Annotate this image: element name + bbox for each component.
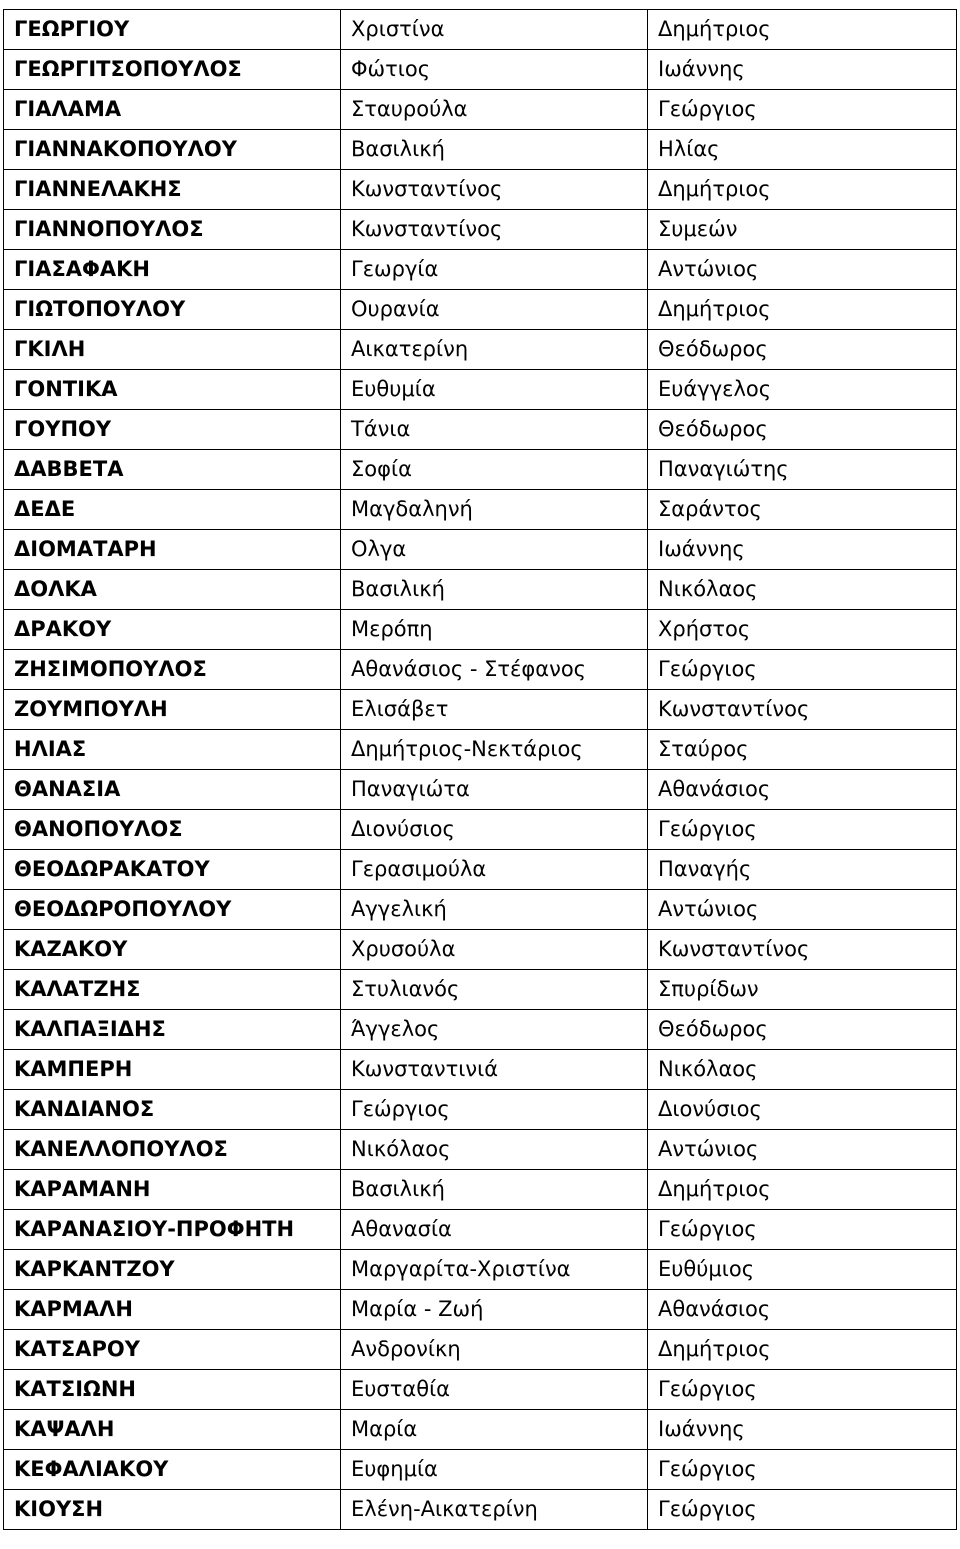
father-name-cell: Γεώργιος	[648, 1370, 957, 1410]
father-name-cell: Αντώνιος	[648, 1130, 957, 1170]
table-row	[4, 330, 957, 370]
father-name-cell: Γεώργιος	[648, 1450, 957, 1490]
table-row	[4, 930, 957, 970]
father-name-cell: Γεώργιος	[648, 1490, 957, 1530]
table-row	[4, 1090, 957, 1130]
first-name-cell: Βασιλική	[341, 570, 648, 610]
first-name-cell: Άγγελος	[341, 1010, 648, 1050]
table-row	[4, 1330, 957, 1370]
father-name-cell: Κωνσταντίνος	[648, 690, 957, 730]
surname-cell: ΚΑΝΕΛΛΟΠΟΥΛΟΣ	[4, 1130, 341, 1170]
table-row	[4, 170, 957, 210]
surname-cell: ΓΙΑΝΝΕΛΑΚΗΣ	[4, 170, 341, 210]
table-row	[4, 770, 957, 810]
first-name-cell: Αγγελική	[341, 890, 648, 930]
surname-cell: ΚΕΦΑΛΙΑΚΟΥ	[4, 1450, 341, 1490]
father-name-cell: Νικόλαος	[648, 570, 957, 610]
surname-cell: ΓΚΙΛΗ	[4, 330, 341, 370]
table-row	[4, 210, 957, 250]
father-name-cell: Θεόδωρος	[648, 410, 957, 450]
father-name-cell: Αθανάσιος	[648, 770, 957, 810]
table-row	[4, 970, 957, 1010]
table-row	[4, 90, 957, 130]
surname-cell: ΚΑΤΣΑΡΟΥ	[4, 1330, 341, 1370]
table-row	[4, 650, 957, 690]
surname-cell: ΖΗΣΙΜΟΠΟΥΛΟΣ	[4, 650, 341, 690]
surname-cell: ΓΙΑΣΑΦΑΚΗ	[4, 250, 341, 290]
first-name-cell: Μαργαρίτα-Χριστίνα	[341, 1250, 648, 1290]
first-name-cell: Σταυρούλα	[341, 90, 648, 130]
father-name-cell: Νικόλαος	[648, 1050, 957, 1090]
father-name-cell: Γεώργιος	[648, 650, 957, 690]
father-name-cell: Ιωάννης	[648, 50, 957, 90]
table-row	[4, 570, 957, 610]
first-name-cell: Σοφία	[341, 450, 648, 490]
table-row	[4, 890, 957, 930]
table-row	[4, 1450, 957, 1490]
table-row	[4, 1410, 957, 1450]
father-name-cell: Δημήτριος	[648, 1330, 957, 1370]
father-name-cell: Θεόδωρος	[648, 1010, 957, 1050]
surname-cell: ΘΕΟΔΩΡΟΠΟΥΛΟΥ	[4, 890, 341, 930]
first-name-cell: Μερόπη	[341, 610, 648, 650]
first-name-cell: Μαρία	[341, 1410, 648, 1450]
father-name-cell: Δημήτριος	[648, 1170, 957, 1210]
first-name-cell: Χριστίνα	[341, 10, 648, 50]
surname-cell: ΓΙΑΝΝΑΚΟΠΟΥΛΟΥ	[4, 130, 341, 170]
first-name-cell: Αθανάσιος - Στέφανος	[341, 650, 648, 690]
surname-cell: ΚΑΤΣΙΩΝΗ	[4, 1370, 341, 1410]
first-name-cell: Βασιλική	[341, 1170, 648, 1210]
table-row	[4, 1250, 957, 1290]
surname-cell: ΓΟΥΠΟΥ	[4, 410, 341, 450]
first-name-cell: Στυλιανός	[341, 970, 648, 1010]
father-name-cell: Ηλίας	[648, 130, 957, 170]
first-name-cell: Κωνσταντινιά	[341, 1050, 648, 1090]
table-row	[4, 1050, 957, 1090]
table-row	[4, 1290, 957, 1330]
table-row	[4, 50, 957, 90]
table-row	[4, 730, 957, 770]
surname-cell: ΔΑΒΒΕΤΑ	[4, 450, 341, 490]
table-row	[4, 1010, 957, 1050]
surname-cell: ΚΑΖΑΚΟΥ	[4, 930, 341, 970]
surname-cell: ΗΛΙΑΣ	[4, 730, 341, 770]
father-name-cell: Γεώργιος	[648, 90, 957, 130]
first-name-cell: Ευφημία	[341, 1450, 648, 1490]
surname-cell: ΚΑΛΑΤΖΗΣ	[4, 970, 341, 1010]
table-row	[4, 450, 957, 490]
father-name-cell: Σπυρίδων	[648, 970, 957, 1010]
first-name-cell: Ελισάβετ	[341, 690, 648, 730]
father-name-cell: Σταύρος	[648, 730, 957, 770]
father-name-cell: Αντώνιος	[648, 250, 957, 290]
father-name-cell: Χρήστος	[648, 610, 957, 650]
father-name-cell: Ιωάννης	[648, 530, 957, 570]
table-row	[4, 1370, 957, 1410]
father-name-cell: Αθανάσιος	[648, 1290, 957, 1330]
father-name-cell: Παναγής	[648, 850, 957, 890]
surname-cell: ΘΕΟΔΩΡΑΚΑΤΟΥ	[4, 850, 341, 890]
surname-cell: ΓΕΩΡΓΙΟΥ	[4, 10, 341, 50]
first-name-cell: Βασιλική	[341, 130, 648, 170]
first-name-cell: Τάνια	[341, 410, 648, 450]
father-name-cell: Γεώργιος	[648, 810, 957, 850]
surname-cell: ΔΕΔΕ	[4, 490, 341, 530]
names-table	[3, 9, 957, 1530]
father-name-cell: Κωνσταντίνος	[648, 930, 957, 970]
first-name-cell: Γερασιμούλα	[341, 850, 648, 890]
surname-cell: ΓΟΝΤΙΚΑ	[4, 370, 341, 410]
table-row	[4, 10, 957, 50]
father-name-cell: Παναγιώτης	[648, 450, 957, 490]
father-name-cell: Δημήτριος	[648, 10, 957, 50]
father-name-cell: Δημήτριος	[648, 170, 957, 210]
surname-cell: ΚΙΟΥΣΗ	[4, 1490, 341, 1530]
first-name-cell: Ελένη-Αικατερίνη	[341, 1490, 648, 1530]
father-name-cell: Ευάγγελος	[648, 370, 957, 410]
surname-cell: ΚΑΨΑΛΗ	[4, 1410, 341, 1450]
surname-cell: ΔΙΟΜΑΤΑΡΗ	[4, 530, 341, 570]
table-row	[4, 1490, 957, 1530]
table-row	[4, 250, 957, 290]
surname-cell: ΓΙΩΤΟΠΟΥΛΟΥ	[4, 290, 341, 330]
first-name-cell: Γεωργία	[341, 250, 648, 290]
father-name-cell: Ευθύμιος	[648, 1250, 957, 1290]
first-name-cell: Ανδρονίκη	[341, 1330, 648, 1370]
first-name-cell: Παναγιώτα	[341, 770, 648, 810]
surname-cell: ΓΙΑΛΑΜΑ	[4, 90, 341, 130]
first-name-cell: Μαγδαληνή	[341, 490, 648, 530]
surname-cell: ΘΑΝΑΣΙΑ	[4, 770, 341, 810]
first-name-cell: Χρυσούλα	[341, 930, 648, 970]
surname-cell: ΚΑΡΑΜΑΝΗ	[4, 1170, 341, 1210]
table-row	[4, 1170, 957, 1210]
table-row	[4, 410, 957, 450]
surname-cell: ΖΟΥΜΠΟΥΛΗ	[4, 690, 341, 730]
table-row	[4, 130, 957, 170]
first-name-cell: Ουρανία	[341, 290, 648, 330]
first-name-cell: Μαρία - Ζωή	[341, 1290, 648, 1330]
surname-cell: ΚΑΡΜΑΛΗ	[4, 1290, 341, 1330]
surname-cell: ΔΟΛΚΑ	[4, 570, 341, 610]
table-row	[4, 1130, 957, 1170]
surname-cell: ΔΡΑΚΟΥ	[4, 610, 341, 650]
surname-cell: ΚΑΝΔΙΑΝΟΣ	[4, 1090, 341, 1130]
father-name-cell: Δημήτριος	[648, 290, 957, 330]
table-row	[4, 1210, 957, 1250]
first-name-cell: Κωνσταντίνος	[341, 170, 648, 210]
surname-cell: ΚΑΡΚΑΝΤΖΟΥ	[4, 1250, 341, 1290]
table-row	[4, 490, 957, 530]
table-row	[4, 690, 957, 730]
father-name-cell: Σαράντος	[648, 490, 957, 530]
table-row	[4, 810, 957, 850]
first-name-cell: Δημήτριος-Νεκτάριος	[341, 730, 648, 770]
table-row	[4, 850, 957, 890]
names-table-body	[4, 10, 957, 1530]
father-name-cell: Αντώνιος	[648, 890, 957, 930]
surname-cell: ΚΑΛΠΑΞΙΔΗΣ	[4, 1010, 341, 1050]
father-name-cell: Διονύσιος	[648, 1090, 957, 1130]
surname-cell: ΓΙΑΝΝΟΠΟΥΛΟΣ	[4, 210, 341, 250]
father-name-cell: Συμεών	[648, 210, 957, 250]
surname-cell: ΚΑΜΠΕΡΗ	[4, 1050, 341, 1090]
table-row	[4, 290, 957, 330]
father-name-cell: Γεώργιος	[648, 1210, 957, 1250]
first-name-cell: Κωνσταντίνος	[341, 210, 648, 250]
surname-cell: ΚΑΡΑΝΑΣΙΟΥ-ΠΡΟΦΗΤΗ	[4, 1210, 341, 1250]
surname-cell: ΓΕΩΡΓΙΤΣΟΠΟΥΛΟΣ	[4, 50, 341, 90]
first-name-cell: Φώτιος	[341, 50, 648, 90]
first-name-cell: Ευθυμία	[341, 370, 648, 410]
first-name-cell: Αθανασία	[341, 1210, 648, 1250]
first-name-cell: Γεώργιος	[341, 1090, 648, 1130]
first-name-cell: Νικόλαος	[341, 1130, 648, 1170]
first-name-cell: Ολγα	[341, 530, 648, 570]
table-row	[4, 370, 957, 410]
father-name-cell: Ιωάννης	[648, 1410, 957, 1450]
first-name-cell: Ευσταθία	[341, 1370, 648, 1410]
father-name-cell: Θεόδωρος	[648, 330, 957, 370]
table-row	[4, 610, 957, 650]
table-row	[4, 530, 957, 570]
first-name-cell: Αικατερίνη	[341, 330, 648, 370]
surname-cell: ΘΑΝΟΠΟΥΛΟΣ	[4, 810, 341, 850]
first-name-cell: Διονύσιος	[341, 810, 648, 850]
